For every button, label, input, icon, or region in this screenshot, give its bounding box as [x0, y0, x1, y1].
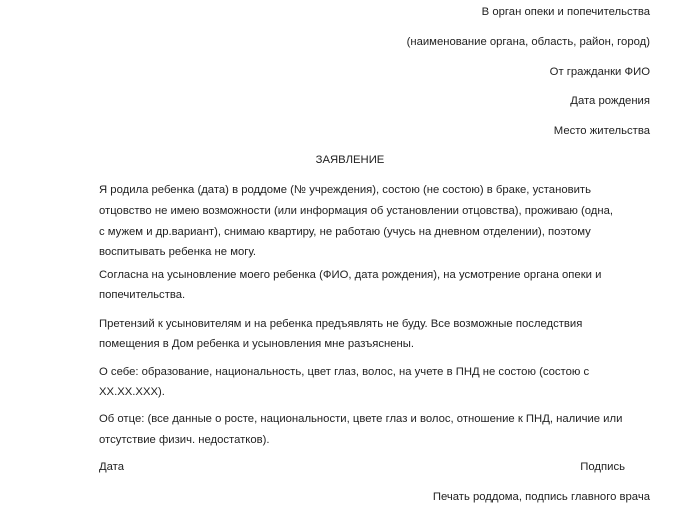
paragraph-line: XX.XX.XXX).	[99, 386, 165, 398]
paragraph-line: с мужем и др.вариант), снимаю квартиру, не работаю (учусь на дневном отделении), поэтому	[99, 226, 591, 238]
paragraph-line: Я родила ребенка (дата) в роддоме (№ учреждения), состою (не состою) в браке, установить	[99, 184, 591, 196]
paragraph-line: Претензий к усыновителям и на ребенка предъявлять не буду. Все возможные последствия	[99, 318, 583, 330]
paragraph-line: отсутствие физич. недостатков).	[99, 434, 270, 446]
header-from: От гражданки ФИО	[549, 66, 650, 78]
paragraph-line: воспитывать ребенка не могу.	[99, 246, 257, 258]
header-to: В орган опеки и попечительства	[481, 6, 650, 18]
footer-signature: Подпись	[580, 461, 625, 473]
paragraph-line: Согласна на усыновление моего ребенка (ФИО, дата рождения), на усмотрение органа опеки и	[99, 269, 602, 281]
paragraph-line: помещения в Дом ребенка и усыновления мне разъяснены.	[99, 338, 415, 350]
header-org-hint: (наименование органа, область, район, город)	[406, 36, 650, 48]
footer-date: Дата	[99, 461, 125, 473]
footer-stamp: Печать роддома, подпись главного врача	[432, 491, 650, 503]
header-birth-date: Дата рождения	[570, 95, 650, 107]
header-residence: Место жительства	[553, 125, 650, 137]
paragraph-line: попечительства.	[99, 289, 186, 301]
paragraph-line: Об отце: (все данные о росте, национальности, цвете глаз и волос, отношение к ПНД, наличие или	[99, 413, 623, 425]
paragraph-line: отцовство не имею возможности (или информация об установлении отцовства), проживаю (одна,	[99, 205, 614, 217]
document-title: ЗАЯВЛЕНИЕ	[315, 154, 385, 166]
paragraph-line: О себе: образование, национальность, цвет глаз, волос, на учете в ПНД не состою (состою с	[99, 366, 590, 378]
